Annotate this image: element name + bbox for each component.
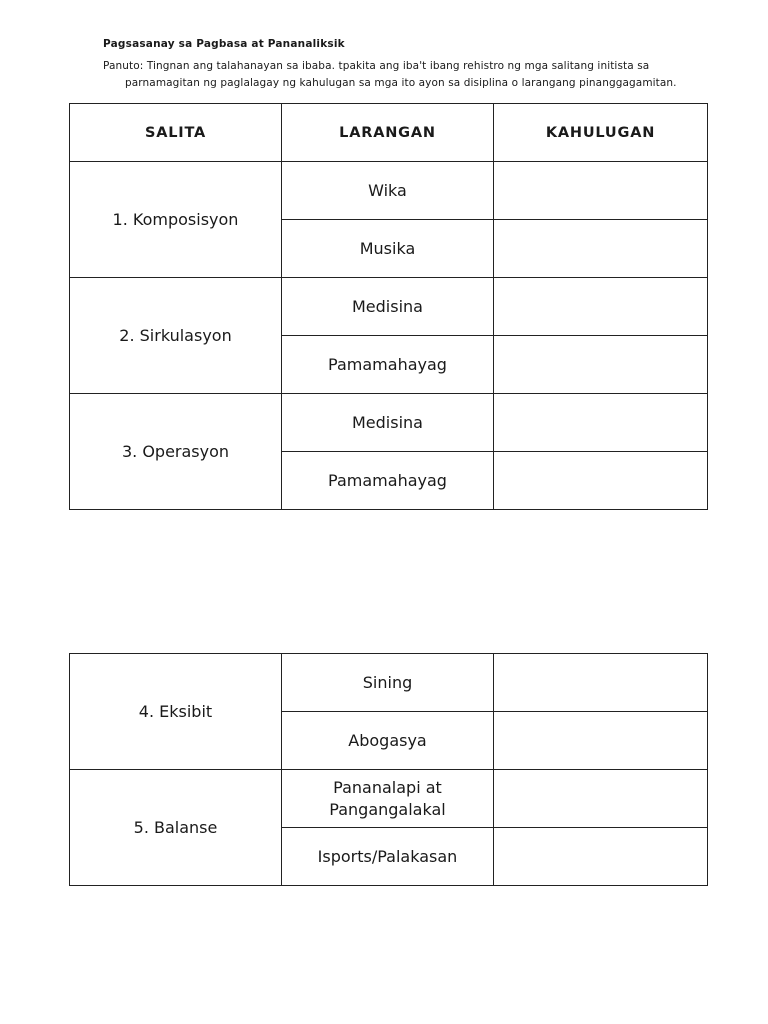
meaning-answer-cell[interactable] <box>494 162 708 220</box>
worksheet-table-part-1 <box>69 103 708 510</box>
field-cell: Pamamahayag <box>282 452 494 510</box>
instructions <box>103 58 713 92</box>
meaning-answer-cell[interactable] <box>494 278 708 336</box>
field-cell: Pamamahayag <box>282 336 494 394</box>
field-cell: Isports/Palakasan <box>282 828 494 886</box>
word-cell: 2. Sirkulasyon <box>70 278 282 394</box>
meaning-answer-cell[interactable] <box>494 712 708 770</box>
meaning-answer-cell[interactable] <box>494 394 708 452</box>
field-cell: Abogasya <box>282 712 494 770</box>
meaning-answer-cell[interactable] <box>494 452 708 510</box>
meaning-answer-cell[interactable] <box>494 654 708 712</box>
instructions-line-1: Panuto: Tingnan ang talahanayan sa ibaba. tpakita ang iba't ibang rehistro ng mga salitang initista sa <box>103 60 650 72</box>
meaning-answer-cell[interactable] <box>494 220 708 278</box>
table-row <box>70 394 708 452</box>
word-cell: 3. Operasyon <box>70 394 282 510</box>
word-cell: 5. Balanse <box>70 770 282 886</box>
meaning-answer-cell[interactable] <box>494 336 708 394</box>
word-cell: 1. Komposisyon <box>70 162 282 278</box>
table-header-row <box>70 104 708 162</box>
instructions-line-2: parnamagitan ng paglalagay ng kahulugan sa mga ito ayon sa disiplina o larangang pinanggagamitan. <box>125 77 677 89</box>
field-cell: Wika <box>282 162 494 220</box>
header-kahulugan: KAHULUGAN <box>494 104 708 162</box>
word-cell: 4. Eksibit <box>70 654 282 770</box>
table-row <box>70 770 708 828</box>
worksheet-table-part-2 <box>69 653 708 886</box>
meaning-answer-cell[interactable] <box>494 828 708 886</box>
field-cell: Medisina <box>282 278 494 336</box>
field-cell: Medisina <box>282 394 494 452</box>
worksheet-title: Pagsasanay sa Pagbasa at Pananaliksik <box>103 38 345 50</box>
field-cell: Pananalapi at Pangangalakal <box>282 770 494 828</box>
table-row <box>70 278 708 336</box>
meaning-answer-cell[interactable] <box>494 770 708 828</box>
table-row <box>70 654 708 712</box>
field-cell: Musika <box>282 220 494 278</box>
header-larangan: LARANGAN <box>282 104 494 162</box>
field-cell: Sining <box>282 654 494 712</box>
header-salita: SALITA <box>70 104 282 162</box>
table-row <box>70 162 708 220</box>
